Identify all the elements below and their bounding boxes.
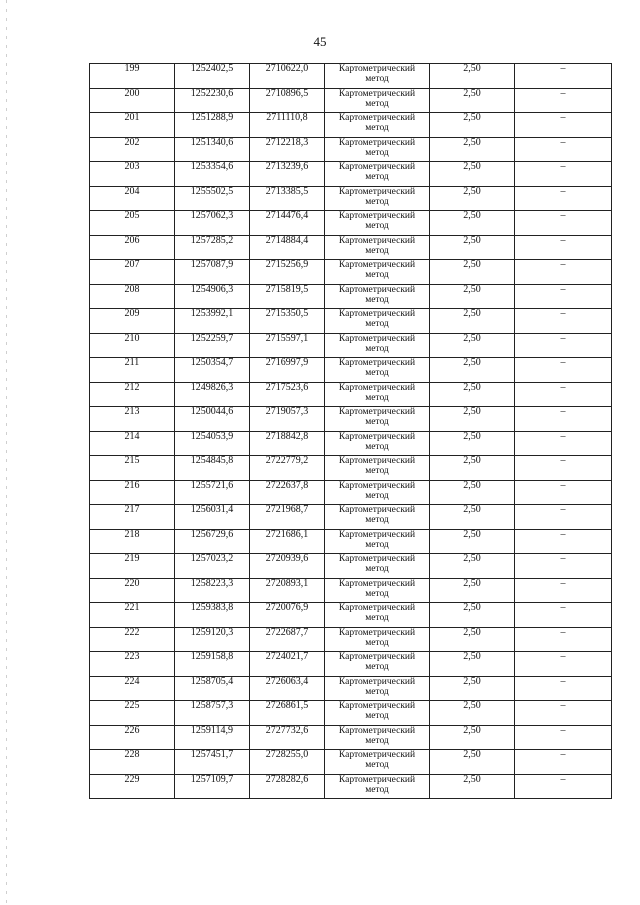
- y-coordinate-cell: 2710622,0: [250, 64, 325, 89]
- note-cell: –: [515, 676, 612, 701]
- x-coordinate-cell: 1259114,9: [175, 725, 250, 750]
- point-number-cell: 217: [90, 505, 175, 530]
- y-coordinate-cell: 2715256,9: [250, 260, 325, 285]
- y-coordinate-cell: 2720893,1: [250, 578, 325, 603]
- table-row: [90, 603, 612, 628]
- method-cell: [325, 725, 430, 750]
- accuracy-cell: 2,50: [430, 211, 515, 236]
- x-coordinate-cell: 1257062,3: [175, 211, 250, 236]
- method-line1: Картометрический: [338, 627, 416, 638]
- accuracy-cell: 2,50: [430, 701, 515, 726]
- y-coordinate-cell: 2712218,3: [250, 137, 325, 162]
- y-coordinate-cell: 2728255,0: [250, 750, 325, 775]
- method-line1: Картометрический: [338, 137, 416, 148]
- method-line2: метод: [365, 490, 389, 501]
- table-row: [90, 309, 612, 334]
- x-coordinate-cell: 1254053,9: [175, 431, 250, 456]
- method-line2: метод: [365, 711, 389, 721]
- point-number-cell: 222: [90, 627, 175, 652]
- method-line1: Картометрический: [338, 701, 416, 711]
- point-number-cell: 199: [90, 64, 175, 89]
- accuracy-cell: 2,50: [430, 333, 515, 358]
- note-cell: –: [515, 554, 612, 579]
- accuracy-cell: 2,50: [430, 431, 515, 456]
- accuracy-cell: 2,50: [430, 750, 515, 775]
- table-row: [90, 64, 612, 89]
- point-number-cell: 208: [90, 284, 175, 309]
- x-coordinate-cell: 1258705,4: [175, 676, 250, 701]
- table-body: [90, 64, 612, 799]
- table-row: [90, 701, 612, 726]
- method-line2: метод: [365, 784, 389, 795]
- method-cell: [325, 113, 430, 138]
- x-coordinate-cell: 1254845,8: [175, 456, 250, 481]
- x-coordinate-cell: 1256031,4: [175, 505, 250, 530]
- table-row: [90, 554, 612, 579]
- x-coordinate-cell: 1256729,6: [175, 529, 250, 554]
- method-line1: Картометрический: [338, 529, 416, 540]
- point-number-cell: 216: [90, 480, 175, 505]
- y-coordinate-cell: 2722687,7: [250, 627, 325, 652]
- method-line1: Картометрический: [338, 382, 416, 393]
- point-number-cell: 205: [90, 211, 175, 236]
- point-number-cell: 214: [90, 431, 175, 456]
- method-line1: Картометрический: [338, 211, 416, 221]
- accuracy-cell: 2,50: [430, 407, 515, 432]
- method-cell: [325, 64, 430, 89]
- y-coordinate-cell: 2713239,6: [250, 162, 325, 187]
- table-row: [90, 407, 612, 432]
- scan-edge: [6, 0, 7, 905]
- method-line2: метод: [365, 637, 389, 648]
- x-coordinate-cell: 1257451,7: [175, 750, 250, 775]
- method-cell: [325, 162, 430, 187]
- table-row: [90, 211, 612, 236]
- method-line2: метод: [365, 613, 389, 623]
- method-line1: Картометрический: [338, 333, 416, 344]
- method-line1: Картометрический: [338, 235, 416, 246]
- accuracy-cell: 2,50: [430, 64, 515, 89]
- accuracy-cell: 2,50: [430, 113, 515, 138]
- note-cell: –: [515, 725, 612, 750]
- x-coordinate-cell: 1258223,3: [175, 578, 250, 603]
- note-cell: –: [515, 113, 612, 138]
- method-cell: [325, 309, 430, 334]
- accuracy-cell: 2,50: [430, 578, 515, 603]
- method-line2: метод: [365, 760, 389, 770]
- method-cell: [325, 235, 430, 260]
- x-coordinate-cell: 1250354,7: [175, 358, 250, 383]
- method-cell: [325, 480, 430, 505]
- method-line2: метод: [365, 588, 389, 599]
- method-line1: Картометрический: [338, 284, 416, 295]
- x-coordinate-cell: 1250044,6: [175, 407, 250, 432]
- method-line2: метод: [365, 368, 389, 378]
- table-row: [90, 750, 612, 775]
- method-line2: метод: [365, 147, 389, 158]
- note-cell: –: [515, 701, 612, 726]
- accuracy-cell: 2,50: [430, 186, 515, 211]
- accuracy-cell: 2,50: [430, 725, 515, 750]
- method-cell: [325, 554, 430, 579]
- method-cell: [325, 578, 430, 603]
- point-number-cell: 212: [90, 382, 175, 407]
- point-number-cell: 213: [90, 407, 175, 432]
- x-coordinate-cell: 1252402,5: [175, 64, 250, 89]
- y-coordinate-cell: 2718842,8: [250, 431, 325, 456]
- table-row: [90, 137, 612, 162]
- method-line1: Картометрический: [338, 358, 416, 368]
- point-number-cell: 200: [90, 88, 175, 113]
- y-coordinate-cell: 2717523,6: [250, 382, 325, 407]
- method-cell: [325, 774, 430, 799]
- method-line2: метод: [365, 98, 389, 109]
- point-number-cell: 224: [90, 676, 175, 701]
- x-coordinate-cell: 1252230,6: [175, 88, 250, 113]
- note-cell: –: [515, 774, 612, 799]
- x-coordinate-cell: 1258757,3: [175, 701, 250, 726]
- method-cell: [325, 211, 430, 236]
- method-line1: Картометрический: [338, 64, 416, 74]
- point-number-cell: 220: [90, 578, 175, 603]
- x-coordinate-cell: 1255721,6: [175, 480, 250, 505]
- method-line2: метод: [365, 466, 389, 476]
- method-line1: Картометрический: [338, 725, 416, 736]
- accuracy-cell: 2,50: [430, 260, 515, 285]
- x-coordinate-cell: 1252259,7: [175, 333, 250, 358]
- method-cell: [325, 505, 430, 530]
- point-number-cell: 206: [90, 235, 175, 260]
- method-line1: Картометрический: [338, 603, 416, 613]
- x-coordinate-cell: 1253992,1: [175, 309, 250, 334]
- point-number-cell: 225: [90, 701, 175, 726]
- x-coordinate-cell: 1251340,6: [175, 137, 250, 162]
- point-number-cell: 226: [90, 725, 175, 750]
- method-line2: метод: [365, 196, 389, 207]
- point-number-cell: 218: [90, 529, 175, 554]
- method-line1: Картометрический: [338, 456, 416, 466]
- note-cell: –: [515, 652, 612, 677]
- note-cell: –: [515, 162, 612, 187]
- method-cell: [325, 603, 430, 628]
- y-coordinate-cell: 2721968,7: [250, 505, 325, 530]
- table-row: [90, 774, 612, 799]
- accuracy-cell: 2,50: [430, 284, 515, 309]
- table-row: [90, 113, 612, 138]
- x-coordinate-cell: 1259120,3: [175, 627, 250, 652]
- note-cell: –: [515, 456, 612, 481]
- table-row: [90, 186, 612, 211]
- method-cell: [325, 260, 430, 285]
- y-coordinate-cell: 2714476,4: [250, 211, 325, 236]
- accuracy-cell: 2,50: [430, 676, 515, 701]
- table-row: [90, 456, 612, 481]
- method-line1: Картометрический: [338, 505, 416, 515]
- y-coordinate-cell: 2722637,8: [250, 480, 325, 505]
- method-cell: [325, 186, 430, 211]
- y-coordinate-cell: 2715350,5: [250, 309, 325, 334]
- method-line2: метод: [365, 392, 389, 403]
- y-coordinate-cell: 2726861,5: [250, 701, 325, 726]
- y-coordinate-cell: 2728282,6: [250, 774, 325, 799]
- table-row: [90, 480, 612, 505]
- note-cell: –: [515, 480, 612, 505]
- point-number-cell: 215: [90, 456, 175, 481]
- note-cell: –: [515, 309, 612, 334]
- method-line2: метод: [365, 270, 389, 280]
- table-row: [90, 676, 612, 701]
- note-cell: –: [515, 505, 612, 530]
- y-coordinate-cell: 2720076,9: [250, 603, 325, 628]
- note-cell: –: [515, 603, 612, 628]
- method-line1: Картометрический: [338, 309, 416, 319]
- y-coordinate-cell: 2714884,4: [250, 235, 325, 260]
- method-line2: метод: [365, 74, 389, 84]
- method-cell: [325, 456, 430, 481]
- coordinates-table: [89, 63, 612, 799]
- method-cell: [325, 382, 430, 407]
- point-number-cell: 223: [90, 652, 175, 677]
- method-line2: метод: [365, 539, 389, 550]
- method-cell: [325, 137, 430, 162]
- table-row: [90, 162, 612, 187]
- method-cell: [325, 676, 430, 701]
- y-coordinate-cell: 2722779,2: [250, 456, 325, 481]
- note-cell: –: [515, 235, 612, 260]
- accuracy-cell: 2,50: [430, 480, 515, 505]
- method-cell: [325, 627, 430, 652]
- method-line2: метод: [365, 441, 389, 452]
- accuracy-cell: 2,50: [430, 358, 515, 383]
- y-coordinate-cell: 2713385,5: [250, 186, 325, 211]
- y-coordinate-cell: 2719057,3: [250, 407, 325, 432]
- method-line1: Картометрический: [338, 260, 416, 270]
- x-coordinate-cell: 1257023,2: [175, 554, 250, 579]
- y-coordinate-cell: 2726063,4: [250, 676, 325, 701]
- point-number-cell: 202: [90, 137, 175, 162]
- table-row: [90, 88, 612, 113]
- table-row: [90, 578, 612, 603]
- method-cell: [325, 431, 430, 456]
- point-number-cell: 221: [90, 603, 175, 628]
- table-row: [90, 529, 612, 554]
- y-coordinate-cell: 2716997,9: [250, 358, 325, 383]
- point-number-cell: 209: [90, 309, 175, 334]
- accuracy-cell: 2,50: [430, 162, 515, 187]
- y-coordinate-cell: 2721686,1: [250, 529, 325, 554]
- method-cell: [325, 333, 430, 358]
- method-line2: метод: [365, 294, 389, 305]
- method-line1: Картометрический: [338, 407, 416, 417]
- method-line1: Картометрический: [338, 186, 416, 197]
- method-line1: Картометрический: [338, 113, 416, 123]
- method-line2: метод: [365, 221, 389, 231]
- y-coordinate-cell: 2711110,8: [250, 113, 325, 138]
- method-line2: метод: [365, 662, 389, 672]
- method-line1: Картометрический: [338, 750, 416, 760]
- method-line2: метод: [365, 245, 389, 256]
- method-line1: Картометрический: [338, 676, 416, 687]
- accuracy-cell: 2,50: [430, 456, 515, 481]
- accuracy-cell: 2,50: [430, 554, 515, 579]
- method-cell: [325, 750, 430, 775]
- method-line2: метод: [365, 735, 389, 746]
- x-coordinate-cell: 1257087,9: [175, 260, 250, 285]
- note-cell: –: [515, 333, 612, 358]
- accuracy-cell: 2,50: [430, 505, 515, 530]
- y-coordinate-cell: 2727732,6: [250, 725, 325, 750]
- table-row: [90, 652, 612, 677]
- table-row: [90, 382, 612, 407]
- note-cell: –: [515, 358, 612, 383]
- x-coordinate-cell: 1259158,8: [175, 652, 250, 677]
- y-coordinate-cell: 2715597,1: [250, 333, 325, 358]
- x-coordinate-cell: 1251288,9: [175, 113, 250, 138]
- note-cell: –: [515, 260, 612, 285]
- method-line2: метод: [365, 319, 389, 329]
- method-line1: Картометрический: [338, 431, 416, 442]
- accuracy-cell: 2,50: [430, 88, 515, 113]
- point-number-cell: 204: [90, 186, 175, 211]
- method-line1: Картометрический: [338, 480, 416, 491]
- method-cell: [325, 88, 430, 113]
- point-number-cell: 219: [90, 554, 175, 579]
- accuracy-cell: 2,50: [430, 137, 515, 162]
- x-coordinate-cell: 1253354,6: [175, 162, 250, 187]
- method-line2: метод: [365, 123, 389, 133]
- x-coordinate-cell: 1249826,3: [175, 382, 250, 407]
- method-line2: метод: [365, 343, 389, 354]
- note-cell: –: [515, 407, 612, 432]
- accuracy-cell: 2,50: [430, 235, 515, 260]
- method-line2: метод: [365, 564, 389, 574]
- table-row: [90, 333, 612, 358]
- method-line1: Картометрический: [338, 162, 416, 172]
- accuracy-cell: 2,50: [430, 382, 515, 407]
- note-cell: –: [515, 750, 612, 775]
- page-number: 45: [313, 34, 327, 49]
- table-row: [90, 725, 612, 750]
- table-row: [90, 260, 612, 285]
- note-cell: –: [515, 211, 612, 236]
- method-line1: Картометрический: [338, 554, 416, 564]
- note-cell: –: [515, 284, 612, 309]
- point-number-cell: 210: [90, 333, 175, 358]
- point-number-cell: 207: [90, 260, 175, 285]
- accuracy-cell: 2,50: [430, 774, 515, 799]
- note-cell: –: [515, 64, 612, 89]
- note-cell: –: [515, 186, 612, 211]
- method-line2: метод: [365, 417, 389, 427]
- x-coordinate-cell: 1255502,5: [175, 186, 250, 211]
- method-cell: [325, 284, 430, 309]
- accuracy-cell: 2,50: [430, 652, 515, 677]
- table-row: [90, 235, 612, 260]
- note-cell: –: [515, 88, 612, 113]
- point-number-cell: 228: [90, 750, 175, 775]
- point-number-cell: 201: [90, 113, 175, 138]
- method-line2: метод: [365, 686, 389, 697]
- table-row: [90, 284, 612, 309]
- table-row: [90, 627, 612, 652]
- method-line1: Картометрический: [338, 578, 416, 589]
- point-number-cell: 203: [90, 162, 175, 187]
- note-cell: –: [515, 578, 612, 603]
- method-line1: Картометрический: [338, 774, 416, 785]
- table-row: [90, 358, 612, 383]
- table-row: [90, 505, 612, 530]
- accuracy-cell: 2,50: [430, 529, 515, 554]
- method-line1: Картометрический: [338, 88, 416, 99]
- method-cell: [325, 358, 430, 383]
- y-coordinate-cell: 2715819,5: [250, 284, 325, 309]
- method-cell: [325, 701, 430, 726]
- method-cell: [325, 407, 430, 432]
- x-coordinate-cell: 1254906,3: [175, 284, 250, 309]
- y-coordinate-cell: 2720939,6: [250, 554, 325, 579]
- y-coordinate-cell: 2724021,7: [250, 652, 325, 677]
- point-number-cell: 211: [90, 358, 175, 383]
- table-row: [90, 431, 612, 456]
- method-cell: [325, 652, 430, 677]
- x-coordinate-cell: 1257109,7: [175, 774, 250, 799]
- note-cell: –: [515, 627, 612, 652]
- note-cell: –: [515, 529, 612, 554]
- point-number-cell: 229: [90, 774, 175, 799]
- x-coordinate-cell: 1259383,8: [175, 603, 250, 628]
- method-line2: метод: [365, 515, 389, 525]
- note-cell: –: [515, 382, 612, 407]
- y-coordinate-cell: 2710896,5: [250, 88, 325, 113]
- note-cell: –: [515, 137, 612, 162]
- accuracy-cell: 2,50: [430, 627, 515, 652]
- method-line2: метод: [365, 172, 389, 182]
- note-cell: –: [515, 431, 612, 456]
- method-line1: Картометрический: [338, 652, 416, 662]
- method-cell: [325, 529, 430, 554]
- x-coordinate-cell: 1257285,2: [175, 235, 250, 260]
- accuracy-cell: 2,50: [430, 603, 515, 628]
- accuracy-cell: 2,50: [430, 309, 515, 334]
